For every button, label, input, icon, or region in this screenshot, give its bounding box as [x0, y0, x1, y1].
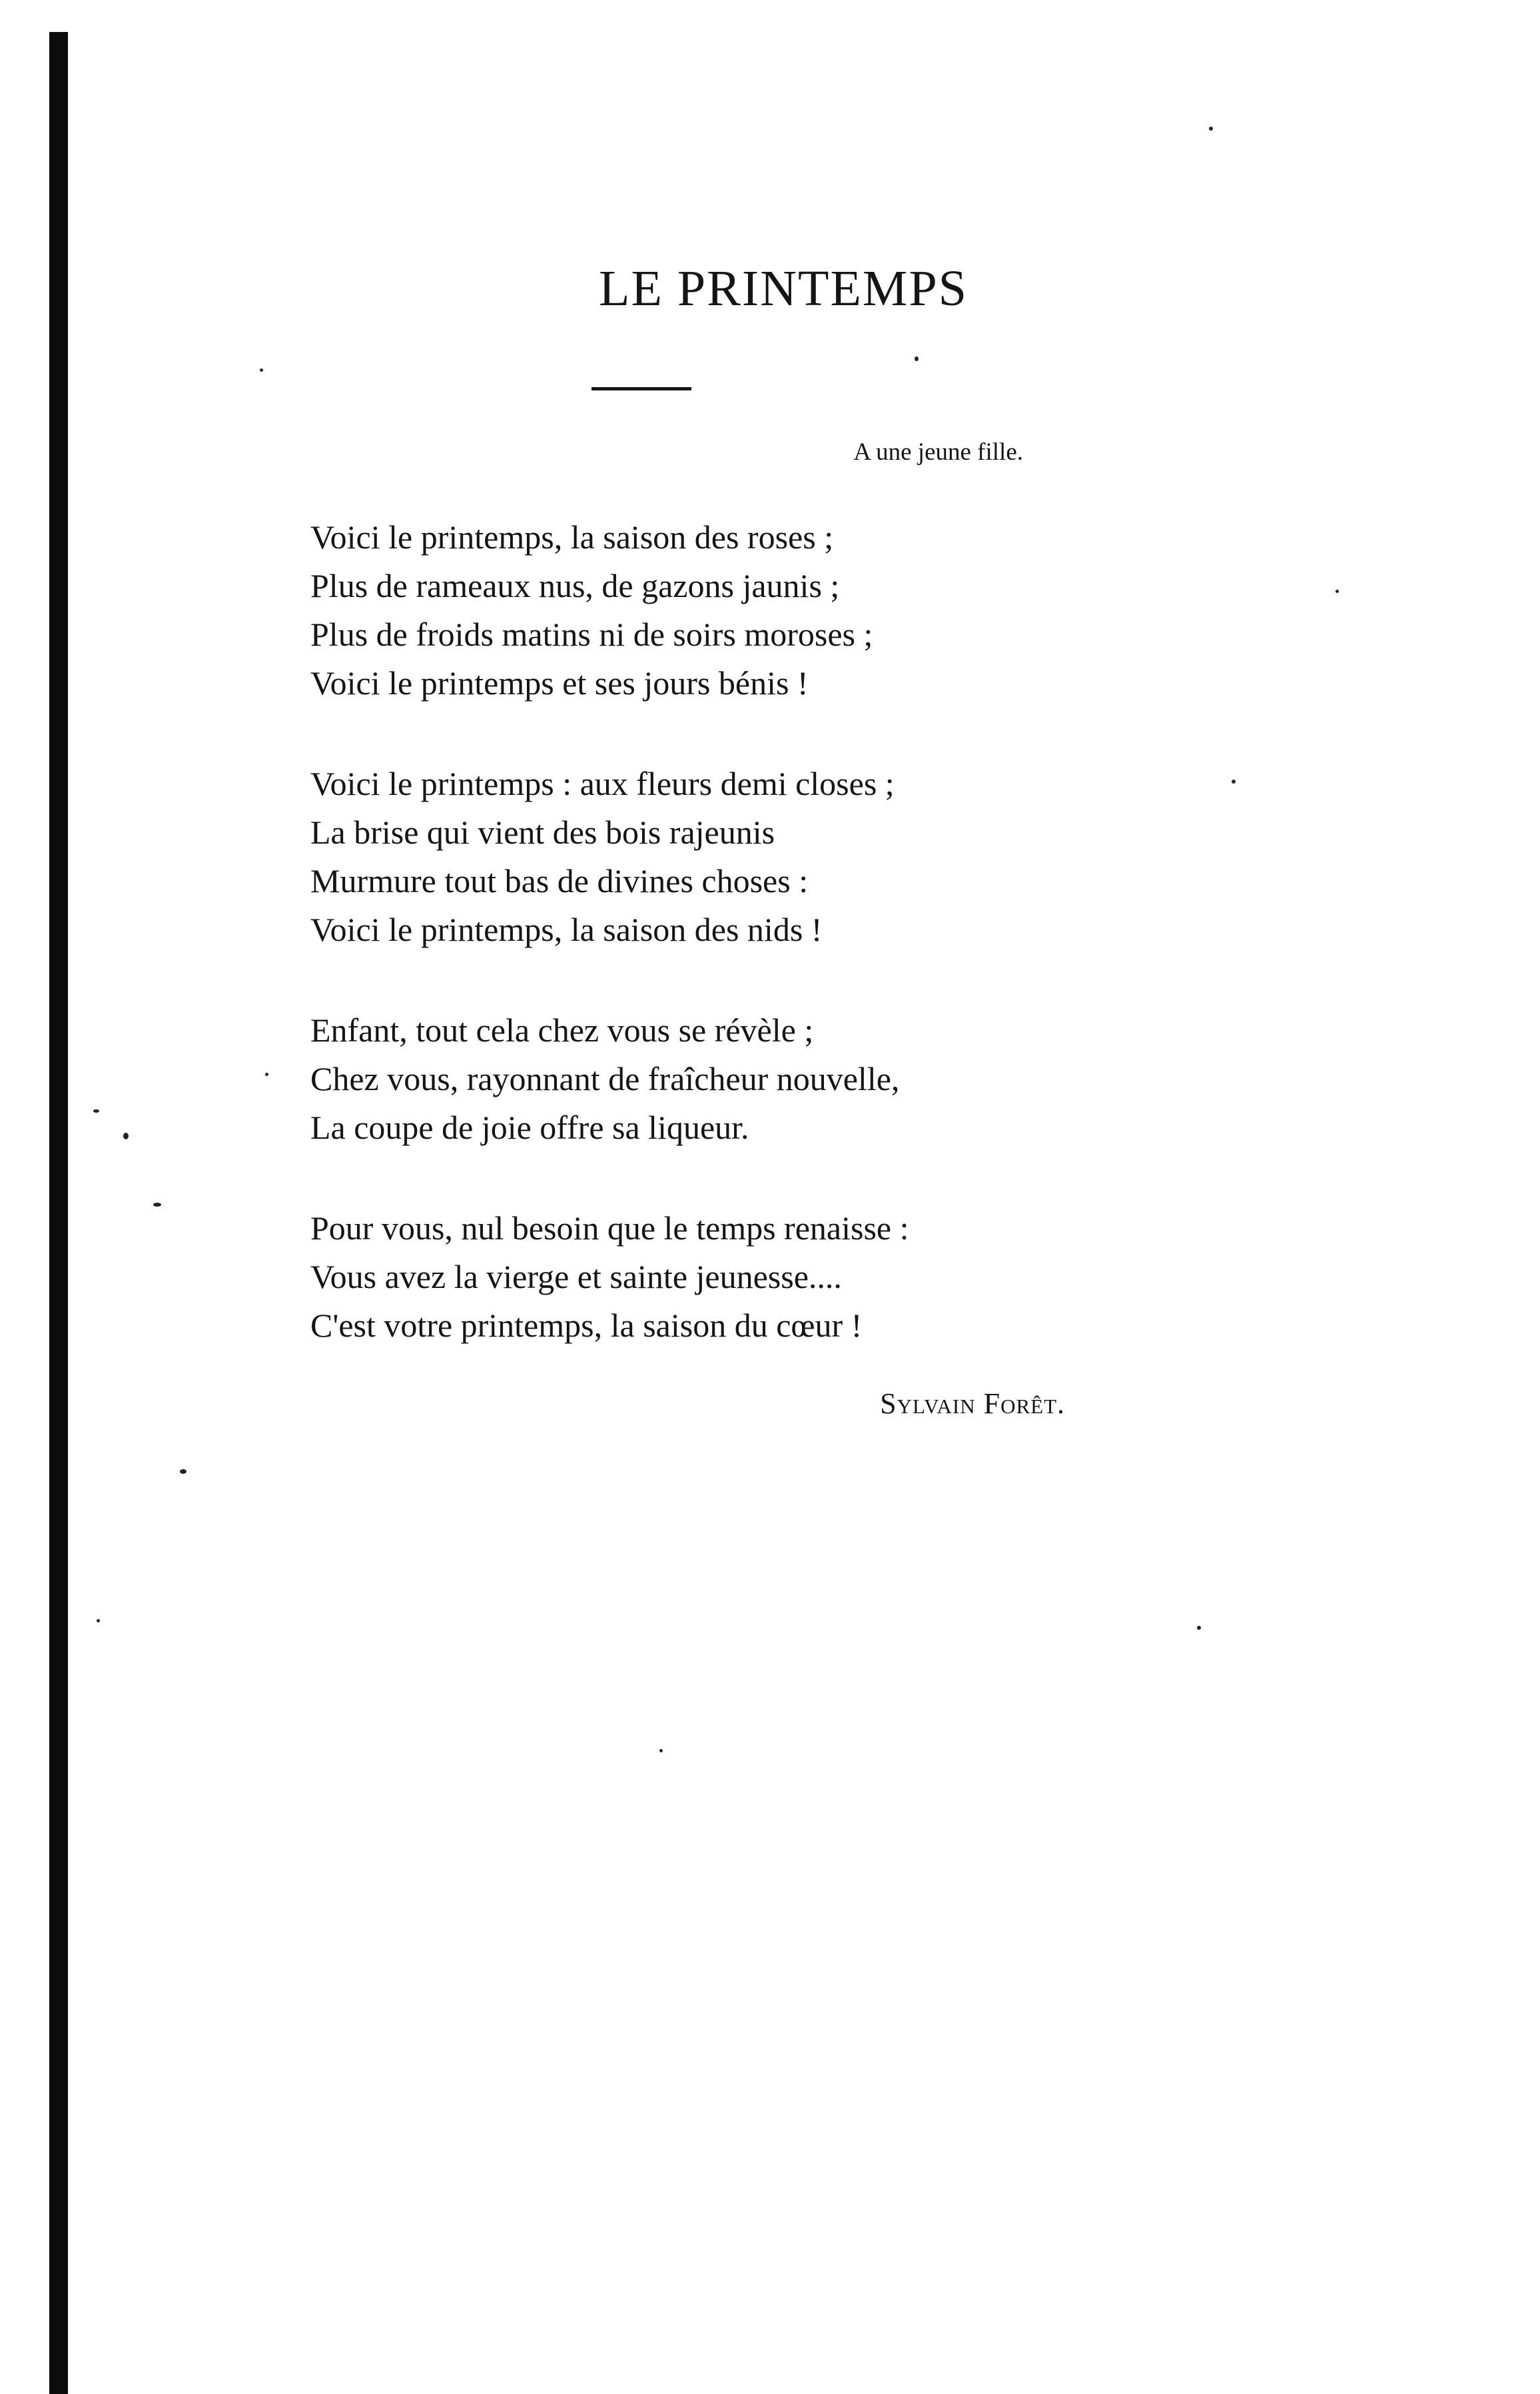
scan-speck [93, 1109, 99, 1113]
poem-title: LE PRINTEMPS [599, 261, 968, 316]
stanza-1 [310, 513, 1310, 708]
verse-line: Voici le printemps et ses jours bénis ! [310, 664, 809, 702]
dedication: A une jeune fille. [853, 438, 1023, 466]
author-signature: Sylvain Forêt. [880, 1387, 1065, 1420]
stanza-4 [310, 1204, 1310, 1350]
scan-speck [1209, 127, 1213, 131]
verse-line: Voici le printemps, la saison des nids ! [310, 911, 823, 948]
verse-line: Voici le printemps : aux fleurs demi closes ; [310, 765, 895, 802]
verse-line: C'est votre printemps, la saison du cœur ! [310, 1307, 863, 1344]
verse-line: Enfant, tout cela chez vous se révèle ; [310, 1011, 814, 1049]
stanza-2 [310, 760, 1310, 954]
scan-speck [915, 356, 919, 361]
verse-line: La brise qui vient des bois rajeunis [310, 814, 775, 851]
verse-line: Plus de froids matins ni de soirs moroses ; [310, 616, 873, 653]
scan-speck [260, 368, 263, 372]
verse-line: La coupe de joie offre sa liqueur. [310, 1109, 749, 1146]
scan-speck [97, 1619, 100, 1622]
verse-line: Plus de rameaux nus, de gazons jaunis ; [310, 567, 840, 604]
scan-speck [1197, 1626, 1201, 1630]
scan-speck [659, 1749, 663, 1752]
scan-speck [123, 1133, 129, 1139]
verse-line: Chez vous, rayonnant de fraîcheur nouvelle, [310, 1060, 900, 1097]
poem-body [310, 513, 1310, 1402]
scan-speck [180, 1469, 187, 1474]
stanza-3 [310, 1006, 1310, 1152]
scan-speck [1336, 590, 1339, 593]
verse-line: Vous avez la vierge et sainte jeunesse.... [310, 1258, 842, 1295]
verse-line: Murmure tout bas de divines choses : [310, 862, 809, 899]
verse-line: Pour vous, nul besoin que le temps renaisse : [310, 1209, 909, 1247]
title-rule [591, 387, 691, 390]
verse-line: Voici le printemps, la saison des roses ; [310, 518, 834, 556]
scan-speck [153, 1203, 161, 1207]
binding-edge [49, 32, 68, 2394]
scan-speck [1232, 780, 1236, 784]
scan-speck [265, 1073, 268, 1076]
